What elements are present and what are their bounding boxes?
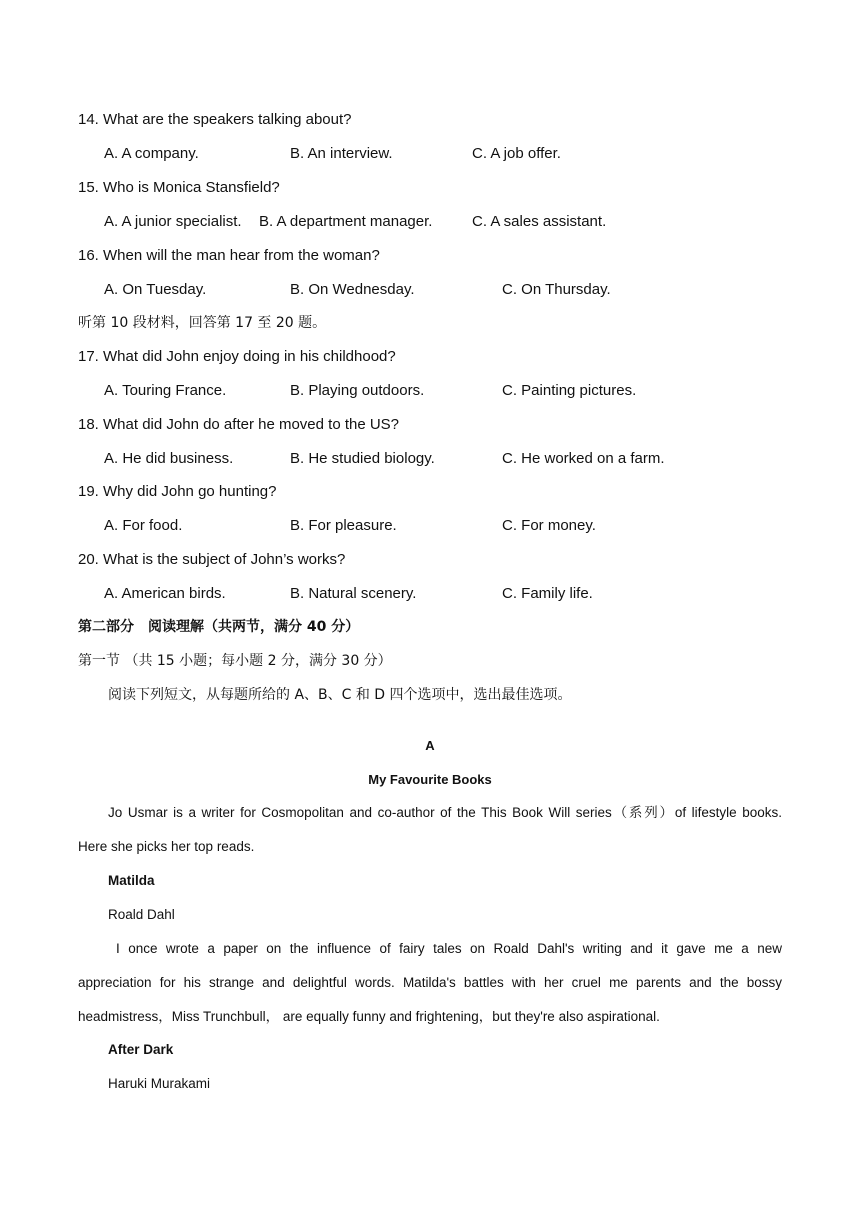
section-10-instruction: 听第 10 段材料，回答第 17 至 20 题。 <box>78 315 327 331</box>
question-17-stem: 17. What did John enjoy doing in his childhood? <box>78 348 396 365</box>
question-15-option-c: C. A sales assistant. <box>472 213 607 230</box>
question-15-option-a: A. A junior specialist. <box>104 213 242 230</box>
book-title-matilda: Matilda <box>108 873 155 888</box>
question-14-option-c: C. A job offer. <box>472 145 561 162</box>
question-15-stem: 15. Who is Monica Stansfield? <box>78 179 280 196</box>
question-18-stem: 18. What did John do after he moved to the US? <box>78 416 400 433</box>
question-19-option-a: A. For food. <box>104 517 183 534</box>
question-18-option-c: C. He worked on a farm. <box>502 450 665 467</box>
matilda-review-line-2: appreciation for his strange and delightful words. Matilda's battles with her cruel me parents and the bossy <box>78 975 782 990</box>
reading-instruction: 阅读下列短文，从每题所给的 A、B、C 和 D 四个选项中，选出最佳选项。 <box>108 687 572 703</box>
question-18-option-b: B. He studied biology. <box>290 450 435 467</box>
question-17-option-c: C. Painting pictures. <box>502 382 637 399</box>
question-16-stem: 16. When will the man hear from the woman? <box>78 247 380 264</box>
section-1-title: 第一节 （共 15 小题；每小题 2 分，满分 30 分） <box>78 653 392 669</box>
part-2-title: 第二部分 阅读理解（共两节，满分 40 分） <box>78 619 360 635</box>
question-19-option-b: B. For pleasure. <box>290 517 397 534</box>
question-19-stem: 19. Why did John go hunting? <box>78 483 277 500</box>
passage-intro-line-1: Jo Usmar is a writer for Cosmopolitan and co-author of the This Book Will series（系列）of lifestyle books. <box>108 805 782 820</box>
passage-title: My Favourite Books <box>368 772 492 787</box>
question-18-option-a: A. He did business. <box>104 450 234 467</box>
question-16-option-a: A. On Tuesday. <box>104 281 207 298</box>
passage-intro-line-2: Here she picks her top reads. <box>78 839 255 854</box>
question-14-option-a: A. A company. <box>104 145 199 162</box>
question-17-option-b: B. Playing outdoors. <box>290 382 425 399</box>
question-20-stem: 20. What is the subject of John’s works? <box>78 551 346 568</box>
question-14-option-b: B. An interview. <box>290 145 393 162</box>
question-16-option-b: B. On Wednesday. <box>290 281 415 298</box>
question-20-option-a: A. American birds. <box>104 585 226 602</box>
matilda-review-line-1: I once wrote a paper on the influence of fairy tales on Roald Dahl's writing and it gave me a new <box>116 941 782 956</box>
question-20-option-b: B. Natural scenery. <box>290 585 417 602</box>
question-17-option-a: A. Touring France. <box>104 382 227 399</box>
passage-letter: A <box>425 738 435 753</box>
book-title-after-dark: After Dark <box>108 1042 174 1057</box>
question-19-option-c: C. For money. <box>502 517 596 534</box>
question-15-option-b: B. A department manager. <box>259 213 433 230</box>
matilda-review-line-3: headmistress，Miss Trunchbull， are equally funny and frightening，but they're also aspirational. <box>78 1009 660 1024</box>
question-14-stem: 14. What are the speakers talking about? <box>78 111 352 128</box>
book-author-roald-dahl: Roald Dahl <box>108 907 175 922</box>
question-16-option-c: C. On Thursday. <box>502 281 611 298</box>
question-20-option-c: C. Family life. <box>502 585 593 602</box>
book-author-haruki-murakami: Haruki Murakami <box>108 1076 211 1091</box>
